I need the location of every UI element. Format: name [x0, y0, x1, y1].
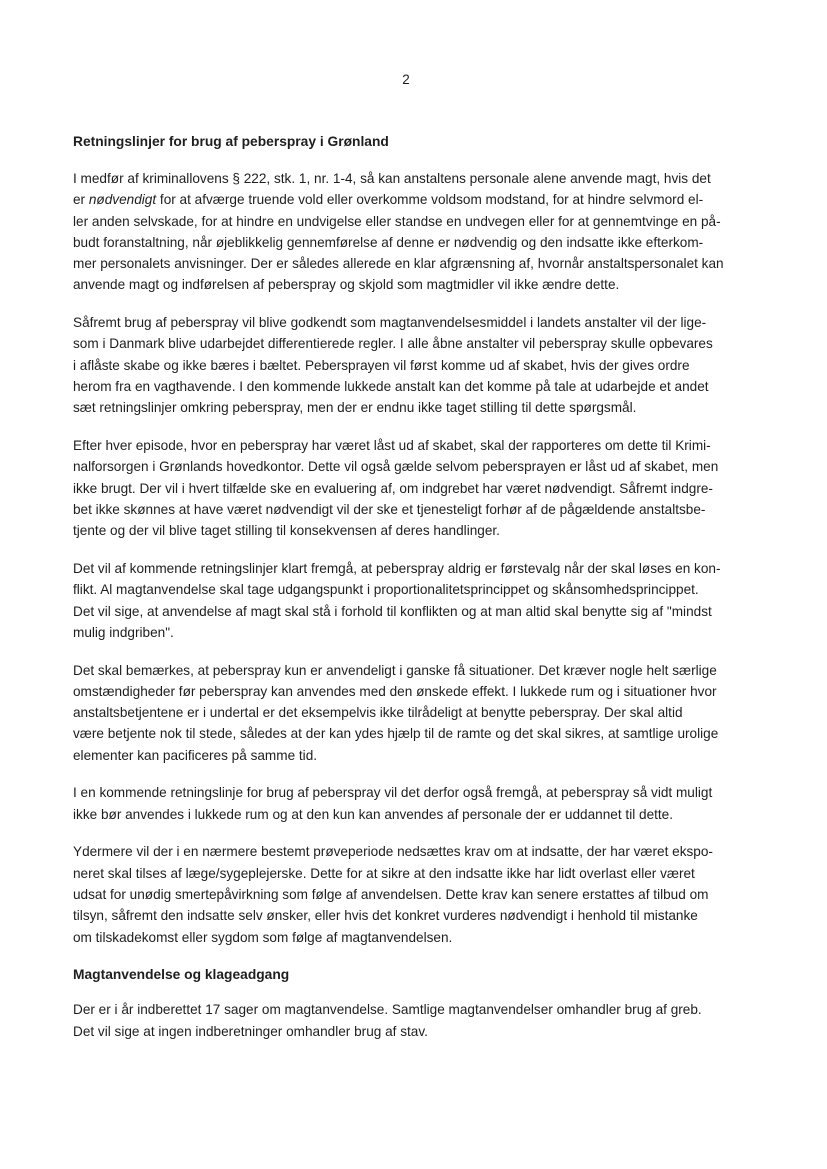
text-line: være betjente nok til stede, således at der kan ydes hjælp til de ramte og det skal sikres, at samtlige urolige: [73, 726, 719, 742]
text-line: omstændigheder før peberspray kan anvendes med den ønskede effekt. I lukkede rum og i situationer hvor: [73, 683, 717, 699]
text-line: tilsyn, såfremt den indsatte selv ønsker, eller hvis det konkret vurderes nødvendigt i henhold til mistanke: [73, 908, 698, 924]
paragraph-rapportering: [73, 435, 745, 541]
paragraph-lukkede-rum: [73, 782, 745, 825]
text-fragment: er: [73, 192, 89, 208]
text-fragment: for at afværge truende vold eller overkomme voldsom modstand, for at hindre selvmord el-: [156, 192, 704, 208]
paragraph-kriminallov: [73, 168, 745, 296]
paragraph-godkendelse: [73, 312, 745, 418]
text-line: Såfremt brug af peberspray vil blive godkendt som magtanvendelsesmiddel i landets anstalter vil der lige-: [73, 315, 707, 331]
text-line: nalforsorgen i Grønlands hovedkontor. Dette vil også gælde selvom pebersprayen er låst ud af skabet, men: [73, 459, 719, 475]
paragraph-proeveperiode: [73, 841, 745, 947]
section-heading-magtanvendelse: Magtanvendelse og klageadgang: [73, 967, 290, 983]
text-line: Ydermere vil der i en nærmere bestemt prøveperiode nedsættes krav om at indsatte, der har været ekspo-: [73, 844, 713, 860]
text-line: i aflåste skabe og ikke bæres i bæltet. Pebersprayen vil først komme ud af skabet, hvis der gives ordre: [73, 357, 690, 373]
text-line: Det skal bemærkes, at peberspray kun er anvendeligt i ganske få situationer. Det kræver nogle helt særlige: [73, 662, 717, 678]
text-line: sæt retningslinjer omkring peberspray, men der er endnu ikke taget stilling til dette spørgsmål.: [73, 400, 637, 416]
text-line: flikt. Al magtanvendelse skal tage udgangspunkt i proportionalitetsprincippet og skånsomhedsprincippet.: [73, 582, 699, 598]
text-line: Efter hver episode, hvor en peberspray har været låst ud af skabet, skal der rapporteres om dette til Krimi-: [73, 438, 711, 454]
text-line: Det vil sige at ingen indberetninger omhandler brug af stav.: [73, 1023, 428, 1039]
text-line: I en kommende retningslinje for brug af peberspray vil det derfor også fremgå, at peberspray så vidt muligt: [73, 785, 713, 801]
text-line: udsat for unødig smertepåvirkning som følge af anvendelsen. Dette krav kan senere erstattes af tilbud om: [73, 886, 709, 902]
text-line: I medfør af kriminallovens § 222, stk. 1, nr. 1-4, så kan anstaltens personale alene anvende magt, hvis det: [73, 171, 711, 186]
document-body: [73, 131, 745, 1058]
text-line: Det vil af kommende retningslinjer klart fremgå, at peberspray aldrig er førstevalg når der skal løses en kon-: [73, 560, 721, 576]
text-line: anvende magt og indførelsen af peberspray og skjold som magtmidler vil ikke ændre dette.: [73, 277, 620, 293]
emphasis-text: nødvendigt: [88, 192, 157, 208]
text-line: som i Danmark blive udarbejdet differentierede regler. I alle åbne anstalter vil peberspray skulle opbevares: [73, 336, 713, 352]
text-line: Der er i år indberettet 17 sager om magtanvendelse. Samtlige magtanvendelser omhandler brug af greb.: [73, 1002, 702, 1018]
text-line: om tilskadekomst eller sygdom som følge af magtanvendelsen.: [73, 929, 453, 945]
text-line: budt foranstaltning, når øjeblikkelig gennemførelse af denne er nødvendig og den indsatte ikke efterkom-: [73, 234, 704, 250]
paragraph-foerstevalg: [73, 558, 745, 643]
section-heading-peberspray: Retningslinjer for brug af peberspray i Grønland: [73, 134, 389, 149]
text-line: elementer kan pacificeres på samme tid.: [73, 747, 318, 763]
text-line: [73, 189, 745, 210]
text-line: ikke brugt. Der vil i hvert tilfælde ske en evaluering af, om indgrebet har været nødvendigt. Såfremt indgre-: [73, 480, 713, 496]
text-line: mulig indgriben".: [73, 624, 174, 640]
paragraph-situationer: [73, 660, 745, 766]
text-line: anstaltsbetjentene er i undertal er det eksempelvis ikke tilrådeligt at benytte peberspray. Der skal altid: [73, 705, 683, 721]
page-number: 2: [402, 72, 410, 87]
text-line: mer personalets anvisninger. Der er således allerede en klar afgrænsning af, hvornår anstaltspersonalet kan: [73, 256, 724, 272]
text-line: Det vil sige, at anvendelse af magt skal stå i forhold til konflikten og at man altid skal benytte sig af "mindst: [73, 603, 712, 619]
paragraph-indberetninger: [73, 999, 745, 1042]
text-line: ikke bør anvendes i lukkede rum og at den kun kan anvendes af personale der er uddannet til dette.: [73, 806, 674, 822]
text-line: herom fra en vagthavende. I den kommende lukkede anstalt kan det komme på tale at udarbejde et andet: [73, 379, 709, 395]
text-line: tjente og der vil blive taget stilling til konsekvensen af deres handlinger.: [73, 523, 500, 539]
text-line: ler anden selvskade, for at hindre en undvigelse eller standse en undvegen eller for at gennemtvinge en på-: [73, 213, 721, 229]
text-line: bet ikke skønnes at have været nødvendigt vil der ske et tjenesteligt forhør af de pågældende anstaltsbe-: [73, 501, 706, 517]
text-line: neret skal tilses af læge/sygeplejerske. Dette for at sikre at den indsatte ikke har lidt overlast eller været: [73, 865, 695, 881]
